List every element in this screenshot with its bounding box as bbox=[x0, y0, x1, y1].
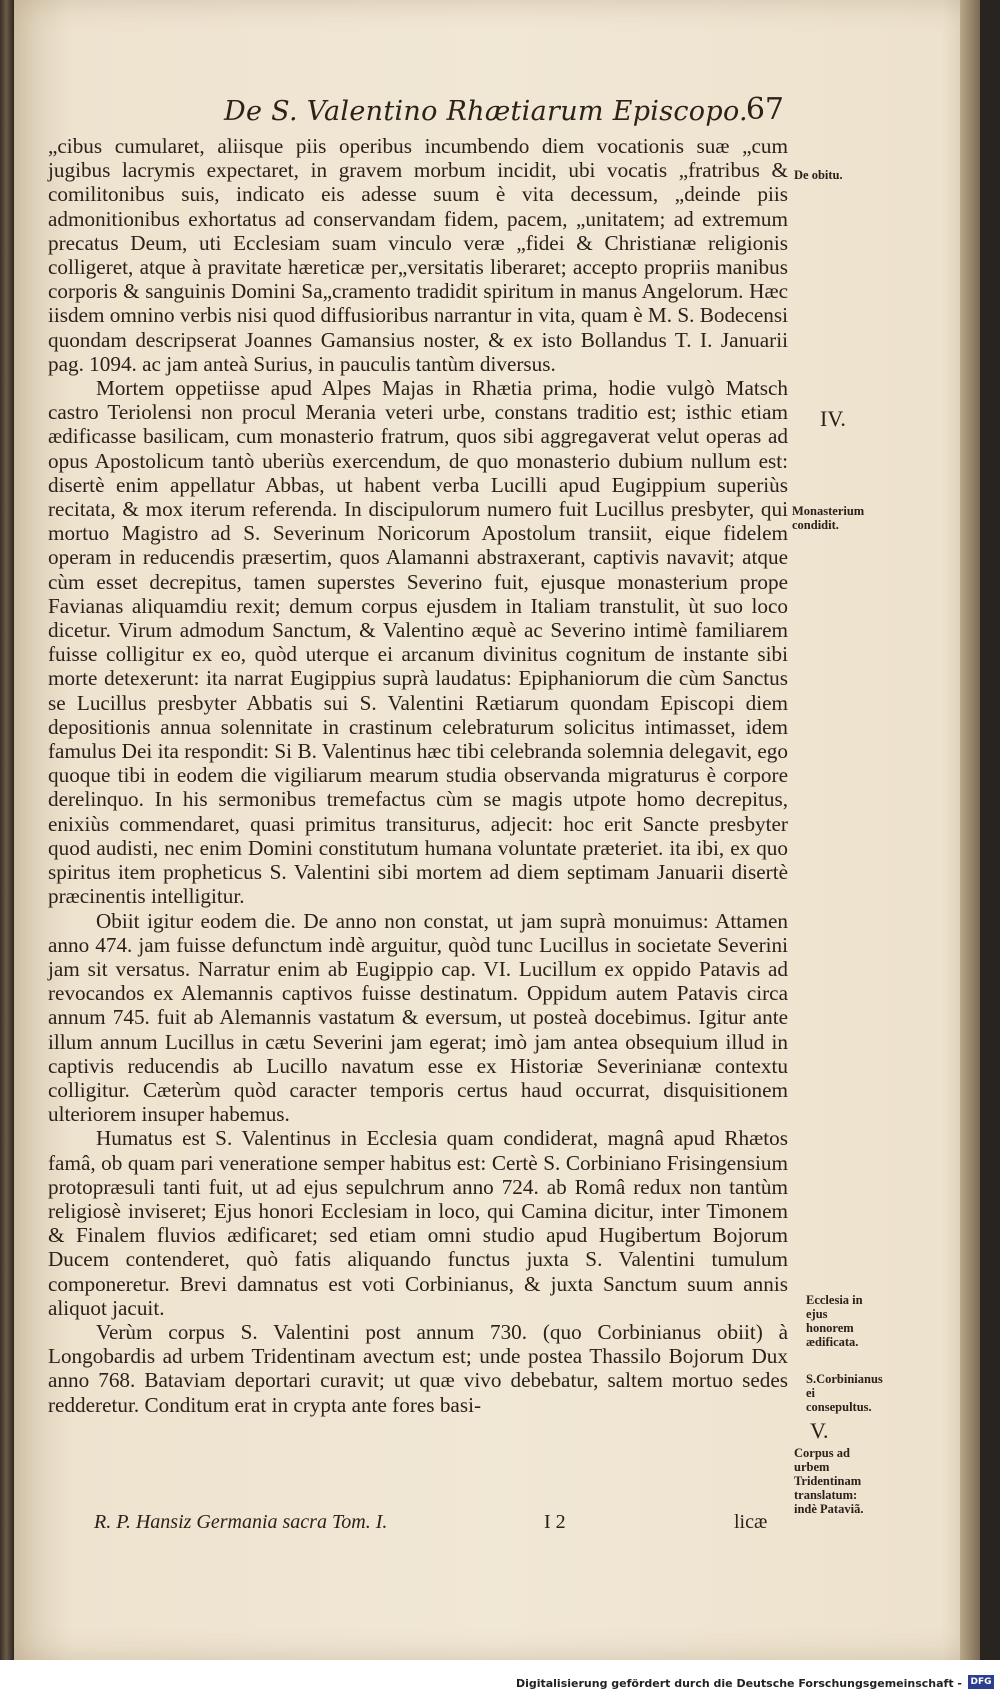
paragraph: „cibus cumularet, aliisque piis operibus incumbendo diem vocationis suæ „cum jugibus lacrymis expectaret, in gravem morbum incidit, ubi vocatis „fratribus & comilitonibus suis, indicato eis adesse suum è vita decessum, „deinde piis admonitionibus exhortatus ad conservandam fidem, pacem, „unitatem; ad extremum precatus Deum, uti Ecclesiam suam vinculo veræ „fidei & Christianæ religionis colligeret, atque à pravitate hæreticæ per„versitatis liberaret; accepto propriis manibus corporis & sanguinis Domini Sa„cramento tradidit spiritum in manus Angelorum. Hæc iisdem omnino verbis nisi quod diffusioribus narrantur in vita, quam è M. S. Bodecensi quondam descripserat Joannes Gamansius noster, & ex isto Bollandus T. I. Januarii pag. 1094. ac jam anteà Surius, in pauculis tantùm diversus. bbox=[48, 134, 788, 376]
page-edge bbox=[960, 0, 980, 1660]
margin-note-corbinianus: S.Corbinianus ei consepultus. bbox=[806, 1372, 883, 1414]
paragraph: Mortem oppetiisse apud Alpes Majas in Rhætia prima, hodie vulgò Matsch castro Teriolensi non procul Merania veteri urbe, constans traditio est; isthic etiam ædificasse basilicam, cum monasterio fratrum, quos sibi aggregaverat velut operas ad opus Apostolicum tantò uberiùs exercendum, de quo monasterio dubium nullum est: disertè enim appellatur Abbas, ut habent verba Lucilli apud Eugippium superiùs recitata, & mox iterum referenda. In discipulorum numero fuit Lucillus presbyter, qui mortuo Magistro ad S. Severinum Noricorum Apostolum transiit, eique fidelem operam in reducendis præsertim, quos Alamanni abstraxerant, captivis navavit; atque cùm esset decrepitus, tamen superstes Severino fuit, ejusque monasterium prope Favianas aliquamdiu rexit; demum corpus ejusdem in Italiam transtulit, ùt suo loco dicetur. Virum admodum Sanctum, & Valentino æquè ac Severino intimè familiarem fuisse colligitur ex eo, quòd uterque ei arcanum divinitus cognitum de instante sibi morte detexerunt: ita narrat Eugippius suprà laudatus: Epiphaniorum die cùm Sanctus se Lucillus presbyter Abbatis sui S. Valentini Rætiarum quondam Episcopi diem depositionis annua solennitate in crastinum celebraturum solicitus intimasset, idem famulus Dei ita respondit: Si B. Valentinus hæc tibi celebranda solemnia delegavit, ego quoque tibi in eodem die vigiliarum mearum studia observanda migraturus è corpore derelinquo. In his sermonibus tremefactus cùm se magis utpote homo decrepitus, enixiùs commendaret, quasi primitus transiturus, adjecit: hoc erit Sancte presbyter quod audisti, nec enim Domini constitutum humana voluntate præteriet. ita ibi, ex quo spiritus item propheticus S. Valentini sibi mortem ad diem septimam Januarii disertè præcinentis intelligitur. bbox=[48, 376, 788, 909]
margin-numeral-v: V. bbox=[810, 1418, 829, 1443]
digitization-credit: Digitalisierung gefördert durch die Deutsche Forschungsgemeinschaft - bbox=[515, 1677, 962, 1690]
catchword: licæ bbox=[734, 1511, 768, 1533]
signature-mark: I 2 bbox=[544, 1511, 566, 1533]
margin-note-ecclesia: Ecclesia in ejus honorem ædificata. bbox=[806, 1293, 863, 1349]
paragraph: Obiit igitur eodem die. De anno non constat, ut jam suprà monuimus: Attamen anno 474. jam fuisse defunctum indè arguitur, quòd tunc Lucillus in societate Severini jam sit versatus. Narratur enim ab Eugippio cap. VI. Lucillum ex oppido Patavis ad revocandos ex Alemannis captivos fuisse destinatum. Oppidum autem Patavis circa annum 745. fuit ab Alemannis vastatum & eversum, ut posteà docebimus. Igitur ante illum annum Lucillus in cætu Severini jam egerat; imò jam antea obsequium illud in captivis reducendis ab Lucillo navatum esse ex Historiæ Severinianæ contextu colligitur. Cæterùm quòd caracter temporis certus haud occurrat, disquisitionem ulteriorem insuper habemus. bbox=[48, 908, 788, 1127]
footer-source: R. P. Hansiz Germania sacra Tom. I. bbox=[94, 1511, 388, 1533]
paragraph: Verùm corpus S. Valentini post annum 730. (quo Corbinianus obiit) à Longobardis ad urbem Tridentinam avectum est; unde postea Thassilo Bojorum Dux anno 768. Bataviam deportari curavit; ut quæ vivo debebatur, saltem mortuo sedes redderetur. Conditum erat in crypta ante fores basi- bbox=[48, 1319, 788, 1417]
margin-note-monasterium: Monasterium condidit. bbox=[792, 504, 865, 532]
page-footer bbox=[94, 1511, 794, 1539]
page-number: 67 bbox=[745, 92, 784, 127]
dfg-logo-icon: DFG bbox=[968, 1675, 994, 1689]
running-title: De S. Valentino Rhætiarum Episcopo. bbox=[224, 96, 748, 127]
paragraph: Humatus est S. Valentinus in Ecclesia quam condiderat, magnâ apud Rhætos famâ, ob quam pari veneratione semper habitus est: Certè S. Corbiniano Frisingensium protopræsuli tanti fuit, ut ad ejus sepulchrum anno 724. ab Româ redux non tantùm religiosè inviseret; Ejus honori Ecclesiam in loco, qui Camina dicitur, inter Timonem & Finalem fluvios ædificaret; sed etiam omni studio apud Hugibertum Bojorum Ducem contenderet, quò fatis aliquando functus juxta S. Valentini tumulum componeretur. Brevi damnatus est voti Corbinianus, & juxta Sanctum suum annis aliquot jacuit. bbox=[48, 1126, 788, 1320]
book-binding-edge bbox=[0, 0, 14, 1660]
page-header bbox=[224, 92, 784, 136]
margin-note-obitu: De obitu. bbox=[794, 168, 843, 182]
margin-numeral-iv: IV. bbox=[820, 406, 846, 431]
body-text bbox=[48, 134, 788, 1417]
margin-note-corpus: Corpus ad urbem Tridentinam translatum: indè Pataviã. bbox=[794, 1446, 864, 1516]
